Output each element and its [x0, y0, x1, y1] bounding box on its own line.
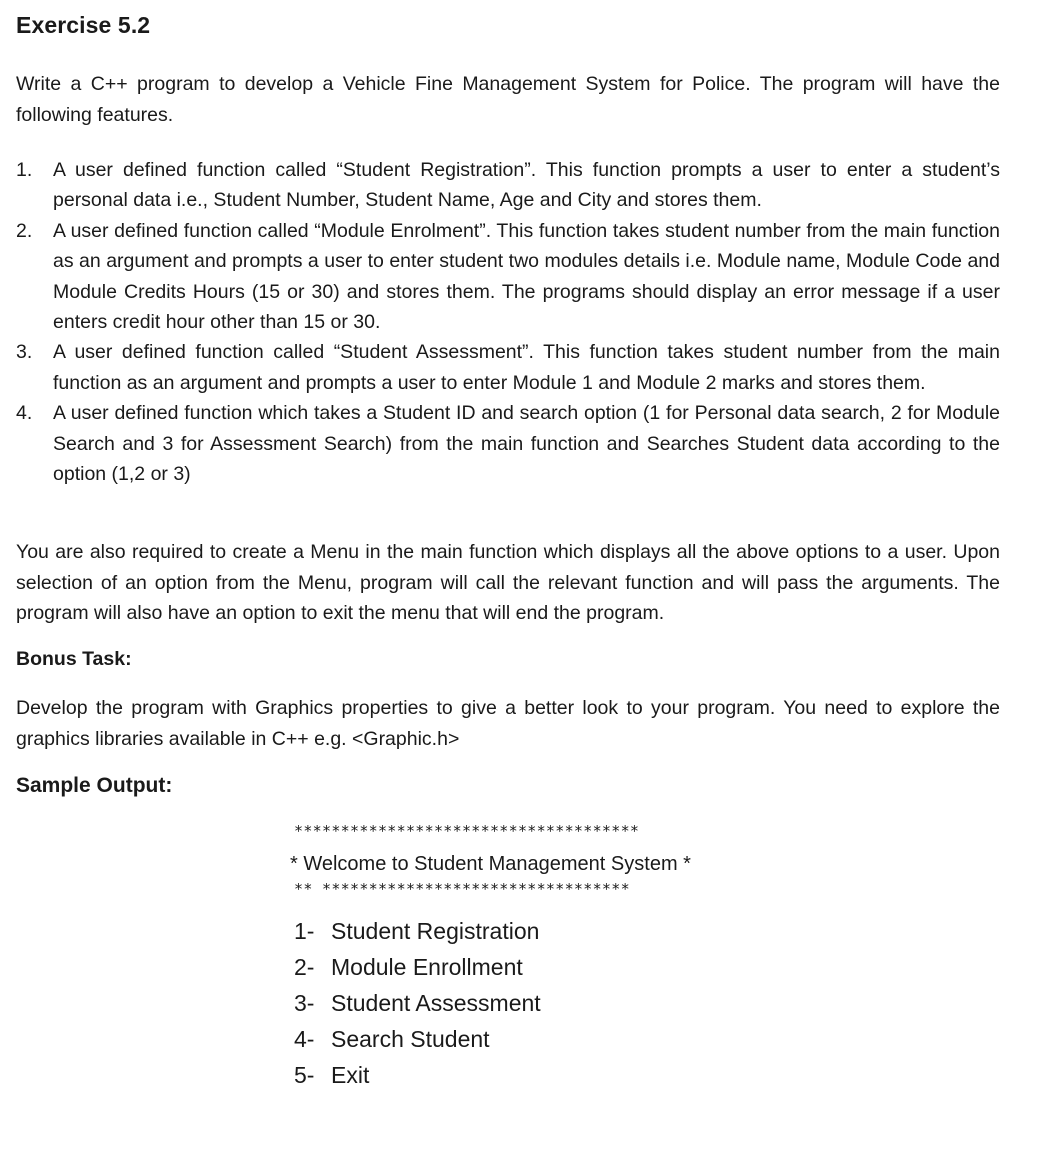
list-item	[16, 398, 1000, 489]
menu-option-label: Exit	[331, 1062, 370, 1088]
stars-border-top: *************************************	[294, 822, 640, 840]
menu-option-student-registration	[294, 913, 541, 949]
list-text: A user defined function called “Module Enrolment”. This function takes student number from the main function as an argument and prompts a user to enter student two modules details i.e. Module name, Module Code and Module Credits Hours (15 or 30) and stores them. The programs should display an error message if a user enters credit hour other than 15 or 30.	[53, 219, 1000, 334]
intro-paragraph: Write a C++ program to develop a Vehicle Fine Management System for Police. The program will have the following features.	[16, 73, 1000, 126]
menu-option-number: 2-	[294, 954, 315, 980]
list-number: 1.	[16, 159, 33, 181]
menu-option-label: Student Registration	[331, 918, 540, 944]
menu-option-exit	[294, 1057, 541, 1093]
menu-option-number: 5-	[294, 1062, 315, 1088]
bonus-heading: Bonus Task:	[16, 648, 132, 670]
menu-requirement-paragraph: You are also required to create a Menu in the main function which displays all the above options to a user. Upon selection of an option from the Menu, program will call the relevant function and will pass the arguments. The program will also have an option to exit the menu that will end the program.	[16, 541, 1000, 624]
list-number: 2.	[16, 219, 33, 242]
menu-option-module-enrollment	[294, 949, 541, 985]
feature-list	[16, 155, 1000, 489]
menu-option-label: Module Enrollment	[331, 954, 523, 980]
menu-option-number: 4-	[294, 1026, 315, 1052]
list-text: A user defined function called “Student Assessment”. This function takes student number from the main function as an argument and prompts a user to enter Module 1 and Module 2 marks and stores them.	[53, 341, 1000, 394]
list-item	[16, 337, 1000, 398]
menu-option-label: Search Student	[331, 1026, 490, 1052]
menu-option-number: 3-	[294, 990, 315, 1016]
list-item	[16, 216, 1000, 338]
sample-menu-list	[294, 913, 541, 1093]
list-number: 3.	[16, 341, 33, 364]
list-text: A user defined function which takes a Student ID and search option (1 for Personal data search, 2 for Module Search and 3 for Assessment Search) from the main function and Searches Student data according to the option (1,2 or 3)	[53, 402, 1000, 486]
bonus-paragraph: Develop the program with Graphics properties to give a better look to your program. You need to explore the graphics libraries available in C++ e.g. <Graphic.h>	[16, 697, 1000, 750]
list-text: A user defined function called “Student Registration”. This function prompts a user to enter a student’s personal data i.e., Student Number, Student Name, Age and City and stores them.	[53, 159, 1000, 212]
menu-option-search-student	[294, 1021, 541, 1057]
menu-option-student-assessment	[294, 985, 541, 1021]
welcome-banner: * Welcome to Student Management System *	[290, 853, 691, 875]
list-item	[16, 155, 1000, 216]
stars-border-bottom: ** *********************************	[294, 880, 630, 898]
list-number: 4.	[16, 402, 33, 425]
exercise-title: Exercise 5.2	[16, 12, 151, 38]
menu-option-number: 1-	[294, 918, 315, 944]
sample-output-heading: Sample Output:	[16, 774, 173, 797]
menu-option-label: Student Assessment	[331, 990, 541, 1016]
